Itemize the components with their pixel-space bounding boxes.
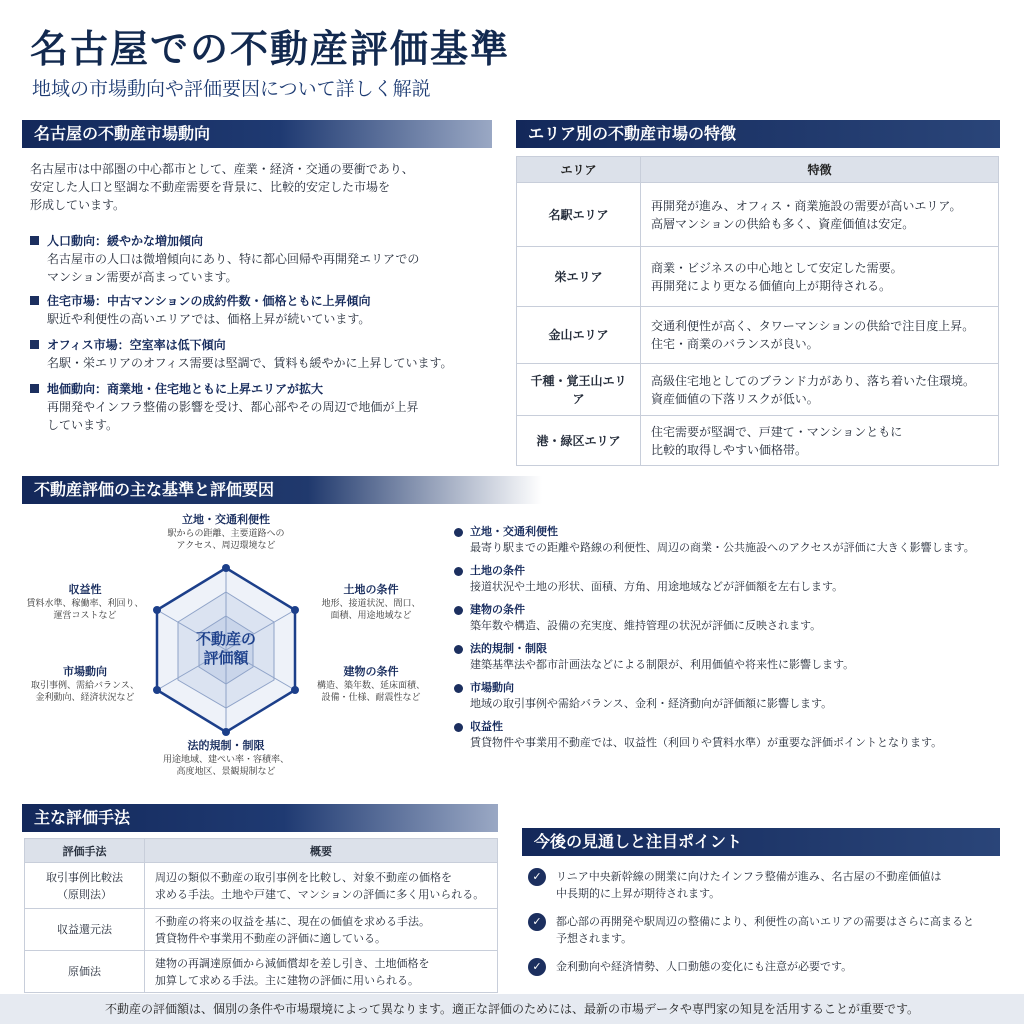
feature-line: 資産価値の下落リスクが低い。 (651, 391, 819, 406)
factor-text: 建築基準法や都市計画法などによる制限が、利用価値や将来性に影響します。 (470, 658, 855, 671)
factor-heading: 収益性 (454, 719, 1024, 735)
factor-heading: 法的規制・制限 (454, 641, 1024, 657)
summary-line: 建物の再調達原価から減価償却を差し引き、土地価格を (155, 956, 430, 970)
method-line: （原則法） (57, 887, 112, 901)
factor-item (454, 641, 1024, 673)
factor-text: 築年数や構造、設備の充実度、維持管理の状況が評価に反映されます。 (470, 619, 822, 632)
outlook-text: 金利動向や経済情勢、人口動態の変化にも注意が必要です。 (556, 960, 853, 973)
bullet-text: 駅近や利便性の高いエリアでは、価格上昇が続いています。 (47, 312, 371, 326)
radar-label-legal (146, 740, 306, 778)
radar-label-text: 賃料水準、稼働率、利回り、 (26, 599, 144, 609)
factor-item (454, 563, 1024, 595)
bullet-heading: 住宅市場：中古マンションの成約件数・価格ともに上昇傾向 (30, 292, 470, 310)
table-row (25, 951, 498, 993)
table-header-row (25, 839, 498, 863)
feature-line: 高層マンションの供給も多く、資産価値は安定。 (651, 216, 915, 231)
check-icon: ✓ (528, 868, 546, 886)
method-name: 収益還元法 (25, 909, 145, 951)
factor-heading: 立地・交通利便性 (454, 524, 1024, 540)
market-intro (30, 160, 450, 214)
outlook-text: 中長期的に上昇が期待されます。 (556, 887, 721, 900)
table-row (25, 909, 498, 951)
outlook-item (528, 958, 998, 975)
area-name: 千種・覚王山エリア (517, 364, 641, 416)
feature-line: 高級住宅地としてのブランド力があり、落ち着いた住環境。 (651, 373, 976, 388)
summary-line: 賃貸物件や事業用不動産の評価に適している。 (155, 931, 386, 945)
radar-label-text: 運営コストなど (53, 611, 117, 621)
bullet-heading: 人口動向：緩やかな増加傾向 (30, 232, 470, 250)
market-heading: 名古屋の不動産市場動向 (22, 120, 492, 148)
radar-label-title: 建物の条件 (343, 665, 399, 678)
method-summary (145, 909, 498, 951)
radar-label-text: 地形、接道状況、間口、 (321, 599, 421, 609)
table-row (517, 364, 999, 416)
outlook-text: リニア中央新幹線の開業に向けたインフラ整備が進み、名古屋の不動産価値は (556, 870, 942, 883)
page-title: 名古屋での不動産評価基準 (30, 27, 511, 71)
radar-label-text: アクセス、周辺環境など (176, 541, 276, 551)
summary-line: 求める手法。土地や戸建て、マンションの評価に多く用いられる。 (155, 887, 485, 901)
footer-note: 不動産の評価額は、個別の条件や市場環境によって異なります。適正な評価のためには、最新の市場データや専門家の知見を活用することが重要です。 (0, 994, 1024, 1024)
radar-label-land (306, 584, 436, 622)
radar-label-title: 土地の条件 (343, 583, 399, 596)
area-feature (641, 183, 999, 247)
bullet-text: 再開発やインフラ整備の影響を受け、都心部やその周辺で地価が上昇 (47, 400, 419, 414)
table-row (517, 247, 999, 307)
market-bullet-office (30, 336, 470, 372)
method-line: 取引事例比較法 (46, 870, 123, 884)
radar-label-text: 用途地域、建ぺい率・容積率、 (162, 755, 289, 765)
table-header-row (517, 157, 999, 183)
factor-heading: 土地の条件 (454, 563, 1024, 579)
radar-center-label: 評価額 (203, 649, 249, 667)
area-feature (641, 247, 999, 307)
page-subtitle: 地域の市場動向や評価要因について詳しく解説 (32, 78, 431, 100)
bullet-heading: オフィス市場：空室率は低下傾向 (30, 336, 470, 354)
feature-line: 交通利便性が高く、タワーマンションの供給で注目度上昇。 (651, 319, 975, 333)
feature-line: 再開発により更なる価値向上が期待される。 (651, 278, 892, 293)
column-header-area: エリア (517, 157, 641, 183)
bullet-heading: 地価動向：商業地・住宅地ともに上昇エリアが拡大 (30, 380, 470, 398)
table-row (517, 307, 999, 364)
factor-text: 最寄り駅までの距離や路線の利便性、周辺の商業・公共施設へのアクセスが評価に大きく影響します。 (470, 541, 975, 554)
radar-label-text: 駅からの距離、主要道路への (167, 529, 285, 539)
factor-item (454, 524, 1024, 556)
area-name: 港・緑区エリア (517, 416, 641, 466)
bullet-text: 名古屋市の人口は微増傾向にあり、特に都心回帰や再開発エリアでの (47, 252, 420, 266)
radar-label-market (20, 666, 150, 704)
table-row (25, 863, 498, 909)
area-table (516, 156, 999, 466)
radar-label-title: 収益性 (68, 583, 102, 596)
factor-item (454, 602, 1024, 634)
factor-list (454, 524, 1024, 758)
outlook-text: 都心部の再開発や駅周辺の整備により、利便性の高いエリアの需要はさらに高まると (556, 915, 974, 928)
factor-text: 接道状況や土地の形状、面積、方角、用途地域などが評価額を左右します。 (470, 580, 844, 593)
radar-label-text: 高度地区、景観規制など (176, 767, 276, 777)
radar-diagram (20, 510, 440, 790)
feature-line: 住宅・商業のバランスが良い。 (651, 337, 819, 351)
market-bullet-housing (30, 292, 470, 328)
column-header-summary: 概要 (145, 839, 498, 863)
table-row (517, 183, 999, 247)
radar-label-yield (20, 584, 150, 622)
radar-center-label: 不動産の (195, 630, 257, 648)
bullet-text: しています。 (47, 418, 119, 432)
summary-line: 不動産の将来の収益を基に、現在の価値を求める手法。 (155, 914, 430, 928)
outlook-list (528, 868, 998, 986)
radar-label-location (146, 514, 306, 552)
radar-label-text: 金利動向、経済状況など (35, 693, 135, 703)
area-name: 名駅エリア (517, 183, 641, 247)
market-intro-line: 安定した人口と堅調な不動産需要を背景に、比較的安定した市場を (30, 180, 391, 194)
bullet-text: マンション需要が高まっています。 (47, 270, 238, 284)
factor-text: 賃貸物件や事業用不動産では、収益性（利回りや賃料水準）が重要な評価ポイントとなります。 (470, 736, 943, 749)
area-feature (641, 307, 999, 364)
method-summary (145, 951, 498, 993)
area-heading: エリア別の不動産市場の特徴 (516, 120, 1000, 148)
market-intro-line: 形成しています。 (30, 198, 126, 212)
criteria-heading: 不動産評価の主な基準と評価要因 (22, 476, 542, 504)
feature-line: 住宅需要が堅調で、戸建て・マンションともに (651, 424, 903, 439)
outlook-text: 予想されます。 (556, 932, 633, 945)
radar-label-text: 取引事例、需給バランス、 (30, 681, 139, 691)
summary-line: 加算して求める手法。主に建物の評価に用いられる。 (155, 973, 419, 987)
radar-label-building (306, 666, 436, 704)
feature-line: 比較的取得しやすい価格帯。 (651, 442, 808, 457)
radar-label-text: 面積、用途地域など (330, 611, 412, 621)
factor-heading: 市場動向 (454, 680, 1024, 696)
bullet-text: 名駅・栄エリアのオフィス需要は堅調で、賃料も緩やかに上昇しています。 (47, 356, 453, 370)
column-header-method: 評価手法 (25, 839, 145, 863)
factor-heading: 建物の条件 (454, 602, 1024, 618)
feature-line: 再開発が進み、オフィス・商業施設の需要が高いエリア。 (651, 198, 962, 213)
radar-label-title: 立地・交通利便性 (182, 513, 270, 526)
method-name: 原価法 (25, 951, 145, 993)
radar-label-text: 構造、築年数、延床面積、 (316, 681, 425, 691)
radar-label-title: 市場動向 (63, 665, 107, 678)
factor-text: 地域の取引事例や需給バランス、金利・経済動向が評価額に影響します。 (470, 697, 833, 710)
check-icon: ✓ (528, 913, 546, 931)
check-icon: ✓ (528, 958, 546, 976)
method-summary (145, 863, 498, 909)
market-bullet-population (30, 232, 470, 286)
market-bullet-landprice (30, 380, 470, 434)
factor-item (454, 680, 1024, 712)
methods-heading: 主な評価手法 (22, 804, 498, 832)
radar-label-text: 設備・仕様、耐震性など (321, 693, 421, 703)
area-feature (641, 364, 999, 416)
factor-item (454, 719, 1024, 751)
area-name: 金山エリア (517, 307, 641, 364)
area-name: 栄エリア (517, 247, 641, 307)
column-header-feature: 特徴 (641, 157, 999, 183)
outlook-item (528, 913, 998, 947)
method-table (24, 838, 498, 993)
market-intro-line: 名古屋市は中部圏の中心都市として、産業・経済・交通の要衝であり、 (30, 162, 414, 176)
area-feature (641, 416, 999, 466)
outlook-heading: 今後の見通しと注目ポイント (522, 828, 1000, 856)
feature-line: 商業・ビジネスの中心地として安定した需要。 (651, 260, 903, 275)
method-name (25, 863, 145, 909)
summary-line: 周辺の類似不動産の取引事例を比較し、対象不動産の価格を (155, 870, 452, 884)
table-row (517, 416, 999, 466)
outlook-item (528, 868, 998, 902)
radar-label-title: 法的規制・制限 (187, 739, 265, 752)
